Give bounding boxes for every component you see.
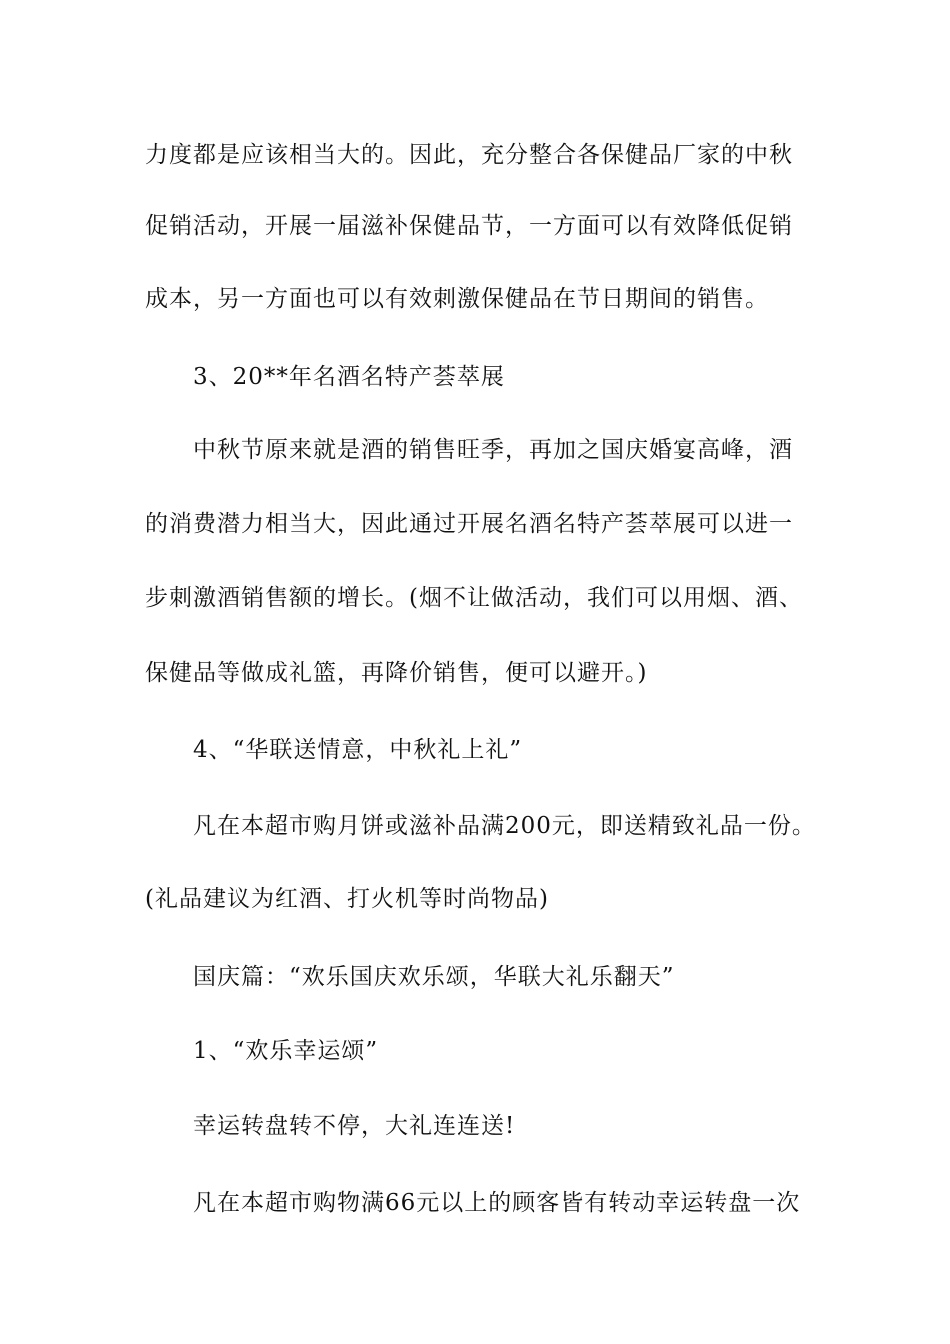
section-heading: 1、“欢乐幸运颂” xyxy=(193,1038,379,1064)
body-text-line: 成本，另一方面也可以有效刺激保健品在节日期间的销售。 xyxy=(145,286,769,312)
body-text-line: 幸运转盘转不停，大礼连连送! xyxy=(193,1113,516,1139)
section-heading: 国庆篇：“欢乐国庆欢乐颂，华联大礼乐翻天” xyxy=(193,964,675,990)
body-text-line: 的消费潜力相当大，因此通过开展名酒名特产荟萃展可以进一 xyxy=(145,511,793,537)
body-text-line: 凡在本超市购物满66元以上的顾客皆有转动幸运转盘一次 xyxy=(193,1190,801,1216)
body-text-line: 凡在本超市购月饼或滋补品满200元，即送精致礼品一份。 xyxy=(193,813,816,839)
body-text-line: 促销活动，开展一届滋补保健品节，一方面可以有效降低促销 xyxy=(145,213,793,239)
body-text-line: 步刺激酒销售额的增长。(烟不让做活动，我们可以用烟、酒、 xyxy=(145,585,803,611)
body-text-line: (礼品建议为红酒、打火机等时尚物品) xyxy=(145,886,549,912)
body-text-line: 力度都是应该相当大的。因此，充分整合各保健品厂家的中秋 xyxy=(145,142,793,168)
section-heading: 4、“华联送情意，中秋礼上礼” xyxy=(193,737,523,763)
section-heading: 3、20**年名酒名特产荟萃展 xyxy=(193,364,505,390)
body-text-line: 保健品等做成礼篮，再降价销售，便可以避开。) xyxy=(145,660,648,686)
body-text-line: 中秋节原来就是酒的销售旺季，再加之国庆婚宴高峰，酒 xyxy=(193,437,793,463)
